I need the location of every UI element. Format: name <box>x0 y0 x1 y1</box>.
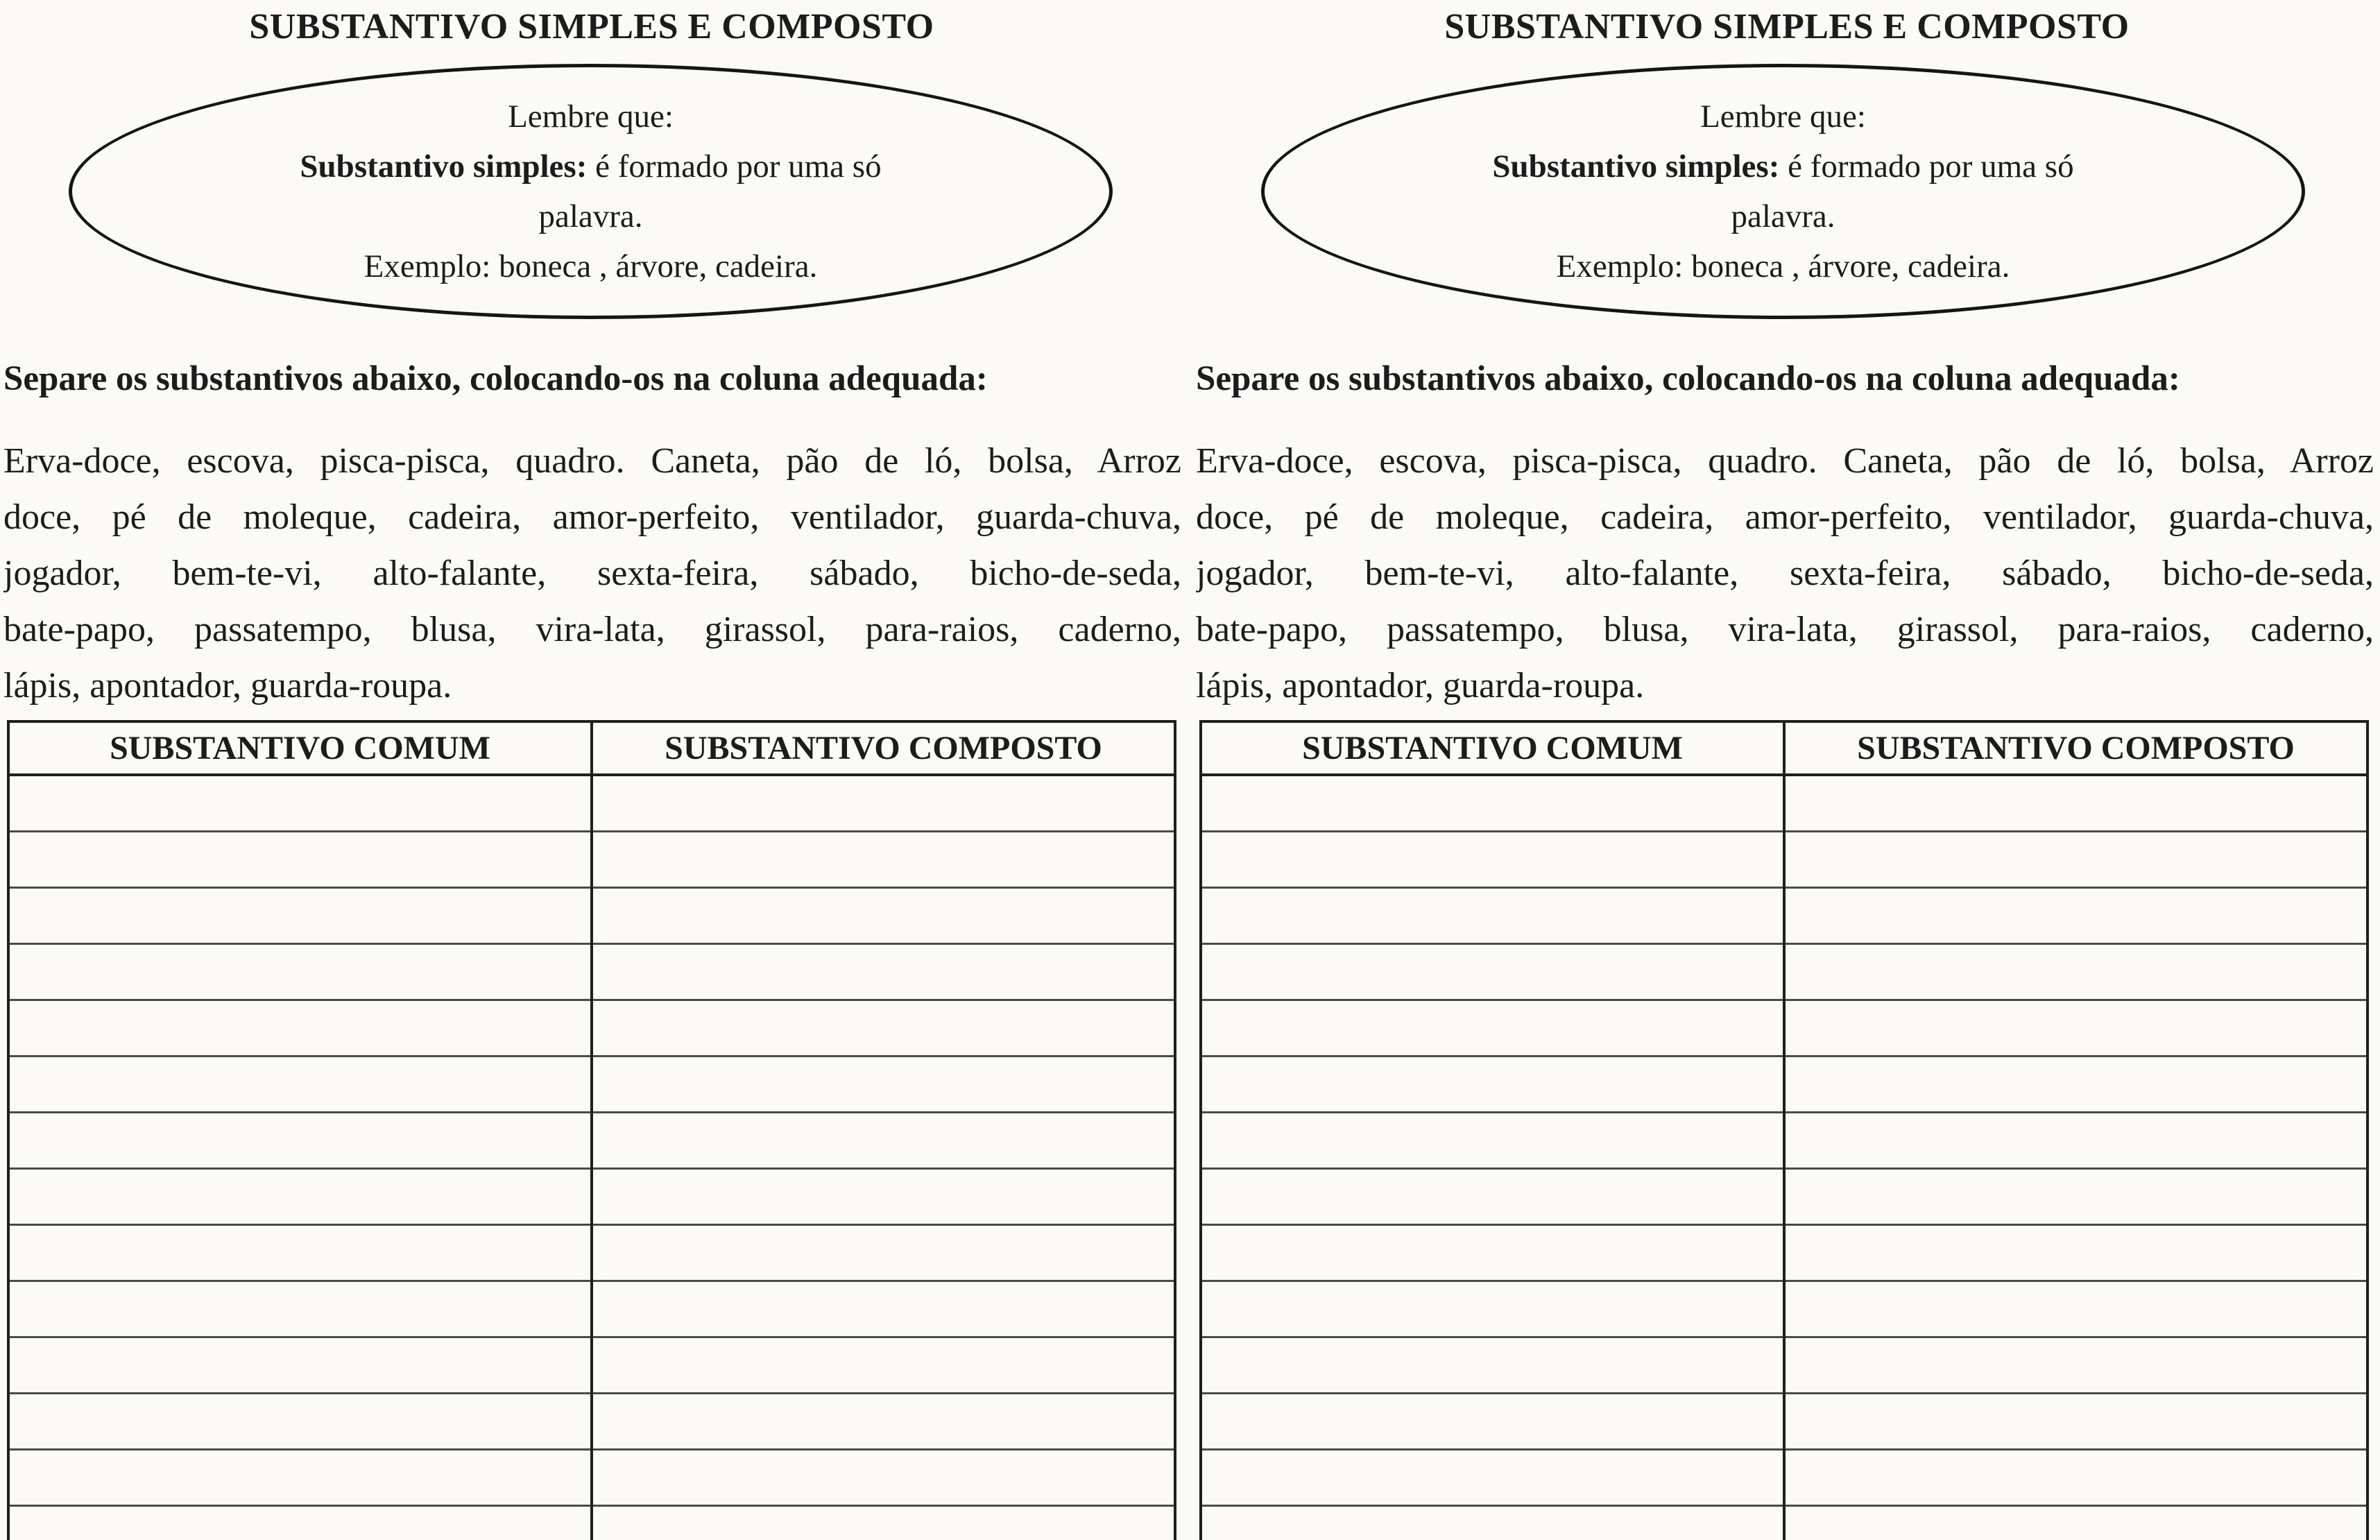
empty-answer-row <box>8 1450 1175 1506</box>
table-header-row <box>8 721 1175 775</box>
word-list-line: jogador, bem-te-vi, alto-falante, sexta-feira, sábado, bicho-de-seda, <box>3 554 1181 593</box>
empty-answer-cell <box>592 888 1175 944</box>
empty-answer-cell <box>592 1281 1175 1337</box>
empty-answer-row <box>8 1225 1175 1281</box>
empty-answer-cell <box>8 1225 592 1281</box>
reminder-line-4: Exemplo: boneca , árvore, cadeira. <box>363 248 818 284</box>
reminder-line-4: Exemplo: boneca , árvore, cadeira. <box>1556 248 2010 284</box>
empty-answer-cell <box>1201 1169 1784 1225</box>
empty-answer-cell <box>8 1056 592 1113</box>
word-list-line: doce, pé de moleque, cadeira, amor-perfeito, ventilador, guarda-chuva, <box>3 497 1181 537</box>
empty-answer-row <box>8 1000 1175 1056</box>
empty-answer-cell <box>592 1506 1175 1540</box>
empty-answer-cell <box>1784 1000 2368 1056</box>
empty-answer-row <box>8 1506 1175 1540</box>
empty-answer-cell <box>8 1506 592 1540</box>
worksheet <box>1 0 1182 1540</box>
empty-answer-row <box>8 1394 1175 1450</box>
empty-answer-cell <box>1201 832 1784 888</box>
empty-answer-cell <box>592 944 1175 1000</box>
reminder-line-3: palavra. <box>1731 198 1835 234</box>
empty-answer-row <box>1201 1281 2368 1337</box>
empty-answer-cell <box>8 1450 592 1506</box>
empty-answer-row <box>8 1169 1175 1225</box>
instruction-text: Separe os substantivos abaixo, colocando-os na coluna adequada: <box>1196 359 2180 398</box>
empty-answer-cell <box>1201 1337 1784 1394</box>
empty-answer-cell <box>8 832 592 888</box>
empty-answer-cell <box>8 888 592 944</box>
empty-answer-row <box>1201 1169 2368 1225</box>
empty-answer-cell <box>1784 1337 2368 1394</box>
empty-answer-cell <box>1784 1169 2368 1225</box>
empty-answer-cell <box>8 1337 592 1394</box>
empty-answer-row <box>1201 1506 2368 1540</box>
reminder-ellipse <box>1261 64 2305 319</box>
column-header-substantivo-composto: SUBSTANTIVO COMPOSTO <box>592 721 1175 775</box>
empty-answer-row <box>1201 832 2368 888</box>
reminder-term-bold: Substantivo simples: <box>1492 148 1780 185</box>
empty-answer-cell <box>1784 1450 2368 1506</box>
empty-answer-cell <box>1201 888 1784 944</box>
empty-answer-row <box>1201 944 2368 1000</box>
empty-answer-cell <box>592 1394 1175 1450</box>
empty-answer-cell <box>1784 1394 2368 1450</box>
empty-answer-cell <box>1201 944 1784 1000</box>
word-list-line: Erva-doce, escova, pisca-pisca, quadro. Caneta, pão de ló, bolsa, Arroz <box>1196 441 2374 481</box>
worksheet-copy-left <box>1 0 1182 1540</box>
empty-answer-cell <box>592 1056 1175 1113</box>
empty-answer-cell <box>8 775 592 832</box>
empty-answer-cell <box>592 1169 1175 1225</box>
classification-table <box>7 720 1176 1540</box>
word-list-line: bate-papo, passatempo, blusa, vira-lata, girassol, para-raios, caderno, <box>3 610 1181 649</box>
empty-answer-cell <box>1201 1056 1784 1113</box>
empty-answer-cell <box>592 1225 1175 1281</box>
empty-answer-row <box>1201 1113 2368 1169</box>
table-header-row <box>1201 721 2368 775</box>
word-list-line: jogador, bem-te-vi, alto-falante, sexta-feira, sábado, bicho-de-seda, <box>1196 554 2374 593</box>
empty-answer-cell <box>1784 775 2368 832</box>
column-header-substantivo-comum: SUBSTANTIVO COMUM <box>1201 721 1784 775</box>
empty-answer-cell <box>1784 832 2368 888</box>
column-header-substantivo-composto: SUBSTANTIVO COMPOSTO <box>1784 721 2368 775</box>
empty-answer-cell <box>8 1000 592 1056</box>
empty-answer-row <box>1201 1337 2368 1394</box>
reminder-line-3: palavra. <box>538 198 643 234</box>
worksheet <box>1194 0 2380 1540</box>
reminder-line-1: Lembre que: <box>508 99 674 135</box>
empty-answer-row <box>8 832 1175 888</box>
empty-answer-row <box>8 775 1175 832</box>
reminder-line-2 <box>1492 142 2073 191</box>
empty-answer-cell <box>1784 1113 2368 1169</box>
empty-answer-row <box>1201 1394 2368 1450</box>
column-header-substantivo-comum: SUBSTANTIVO COMUM <box>8 721 592 775</box>
empty-answer-cell <box>1201 1000 1784 1056</box>
empty-answer-cell <box>1201 1506 1784 1540</box>
empty-answer-rows <box>8 775 1175 1540</box>
empty-answer-row <box>1201 775 2368 832</box>
empty-answer-row <box>8 1281 1175 1337</box>
empty-answer-cell <box>8 1169 592 1225</box>
empty-answer-cell <box>592 1337 1175 1394</box>
word-list-paragraph <box>3 433 1181 714</box>
worksheet-title: SUBSTANTIVO SIMPLES E COMPOSTO <box>249 7 934 46</box>
empty-answer-cell <box>8 1281 592 1337</box>
empty-answer-cell <box>592 1113 1175 1169</box>
word-list-line: doce, pé de moleque, cadeira, amor-perfeito, ventilador, guarda-chuva, <box>1196 497 2374 537</box>
empty-answer-cell <box>8 1113 592 1169</box>
empty-answer-cell <box>592 775 1175 832</box>
reminder-ellipse <box>69 64 1113 319</box>
empty-answer-cell <box>1201 1394 1784 1450</box>
empty-answer-row <box>1201 1450 2368 1506</box>
empty-answer-row <box>8 888 1175 944</box>
empty-answer-cell <box>1201 1113 1784 1169</box>
empty-answer-row <box>8 1337 1175 1394</box>
empty-answer-row <box>8 1113 1175 1169</box>
reminder-term-rest: é formado por uma só <box>1779 148 2074 185</box>
reminder-term-rest: é formado por uma só <box>587 148 882 185</box>
empty-answer-cell <box>8 1394 592 1450</box>
empty-answer-cell <box>1201 1281 1784 1337</box>
empty-answer-cell <box>1201 775 1784 832</box>
empty-answer-row <box>8 944 1175 1000</box>
empty-answer-row <box>1201 888 2368 944</box>
word-list-line: Erva-doce, escova, pisca-pisca, quadro. Caneta, pão de ló, bolsa, Arroz <box>3 441 1181 481</box>
empty-answer-row <box>1201 1000 2368 1056</box>
empty-answer-row <box>1201 1225 2368 1281</box>
word-list-paragraph <box>1196 433 2374 714</box>
reminder-line-1: Lembre que: <box>1700 99 1866 135</box>
empty-answer-cell <box>1784 1506 2368 1540</box>
empty-answer-cell <box>1201 1450 1784 1506</box>
empty-answer-cell <box>592 1000 1175 1056</box>
word-list-line: lápis, apontador, guarda-roupa. <box>1196 666 1645 705</box>
reminder-term-bold: Substantivo simples: <box>300 148 588 185</box>
word-list-line: lápis, apontador, guarda-roupa. <box>3 666 452 705</box>
empty-answer-cell <box>1784 1056 2368 1113</box>
empty-answer-cell <box>1784 944 2368 1000</box>
worksheet-copy-right <box>1194 0 2380 1540</box>
empty-answer-cell <box>1784 1225 2368 1281</box>
empty-answer-cell <box>592 1450 1175 1506</box>
empty-answer-cell <box>592 832 1175 888</box>
worksheet-title: SUBSTANTIVO SIMPLES E COMPOSTO <box>1444 7 2130 46</box>
empty-answer-row <box>1201 1056 2368 1113</box>
empty-answer-cell <box>1784 888 2368 944</box>
instruction-text: Separe os substantivos abaixo, colocando-os na coluna adequada: <box>3 359 988 398</box>
word-list-line: bate-papo, passatempo, blusa, vira-lata, girassol, para-raios, caderno, <box>1196 610 2374 649</box>
empty-answer-cell <box>1201 1225 1784 1281</box>
reminder-line-2 <box>300 142 881 191</box>
empty-answer-row <box>8 1056 1175 1113</box>
classification-table <box>1199 720 2369 1540</box>
empty-answer-rows <box>1201 775 2368 1540</box>
empty-answer-cell <box>1784 1281 2368 1337</box>
empty-answer-cell <box>8 944 592 1000</box>
